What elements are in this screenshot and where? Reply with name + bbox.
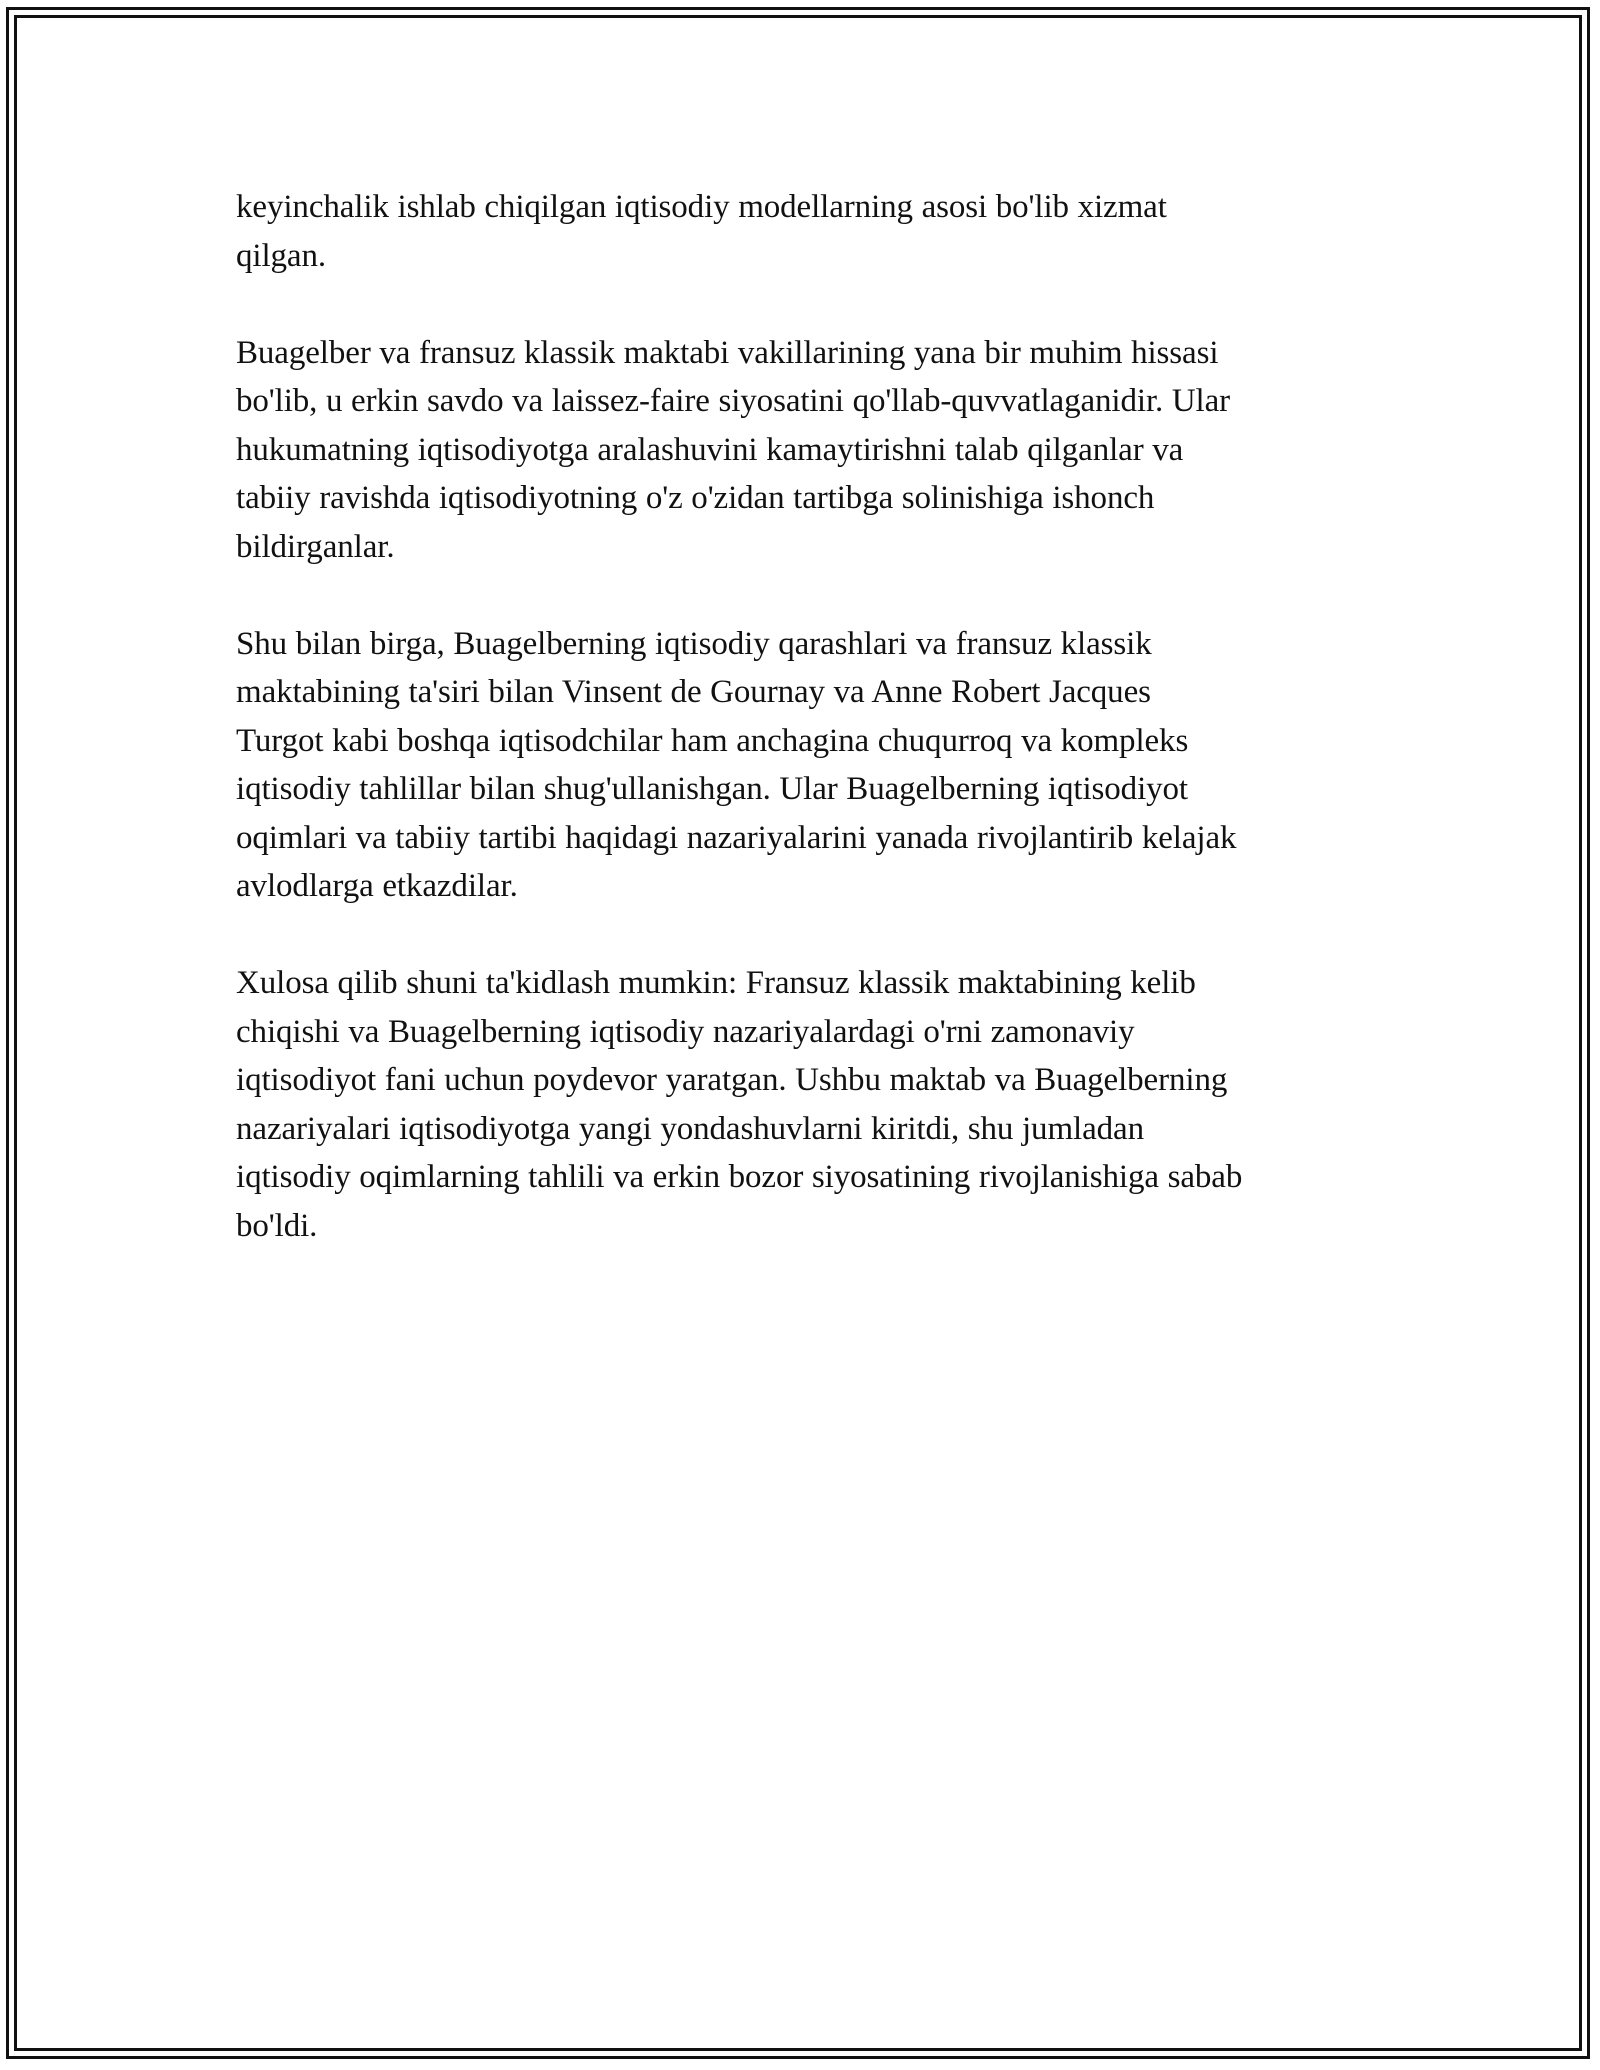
document-body <box>236 183 1376 1299</box>
paragraph-4: Xulosa qilib shuni ta'kidlash mumkin: Fransuz klassik maktabining kelib chiqishi va Buagelberning iqtisodiy nazariyalardagi o'rni zamonaviy iqtisodiyot fani uchun poydevor yaratgan. Ushbu maktab va Buagelberning nazariyalari iqtisodiyotga yangi yondashuvlarni kiritdi, shu jumladan iqtisodiy oqimlarning tahlili va erkin bozor siyosatining rivojlanishiga sabab bo'ldi. <box>236 965 1243 1244</box>
paragraph-1: keyinchalik ishlab chiqilgan iqtisodiy modellarning asosi bo'lib xizmat qilgan. <box>236 189 1167 274</box>
paragraph-3: Shu bilan birga, Buagelberning iqtisodiy qarashlari va fransuz klassik maktabining ta'siri bilan Vinsent de Gournay va Anne Robert Jacques Turgot kabi boshqa iqtisodchilar ham anchagina chuqurroq va kompleks iqtisodiy tahlillar bilan shug'ullanishgan. Ular Buagelberning iqtisodiyot oqimlari va tabiiy tartibi haqidagi nazariyalarini yanada rivojlantirib kelajak avlodlarga etkazdilar. <box>236 625 1237 904</box>
paragraph-2: Buagelber va fransuz klassik maktabi vakillarining yana bir muhim hissasi bo'lib, u erkin savdo va laissez-faire siyosatini qo'llab-quvvatlaganidir. Ular hukumatning iqtisodiyotga aralashuvini kamaytirishni talab qilganlar va tabiiy ravishda iqtisodiyotning o'z o'zidan tartibga solinishiga ishonch bildirganlar. <box>236 334 1231 565</box>
